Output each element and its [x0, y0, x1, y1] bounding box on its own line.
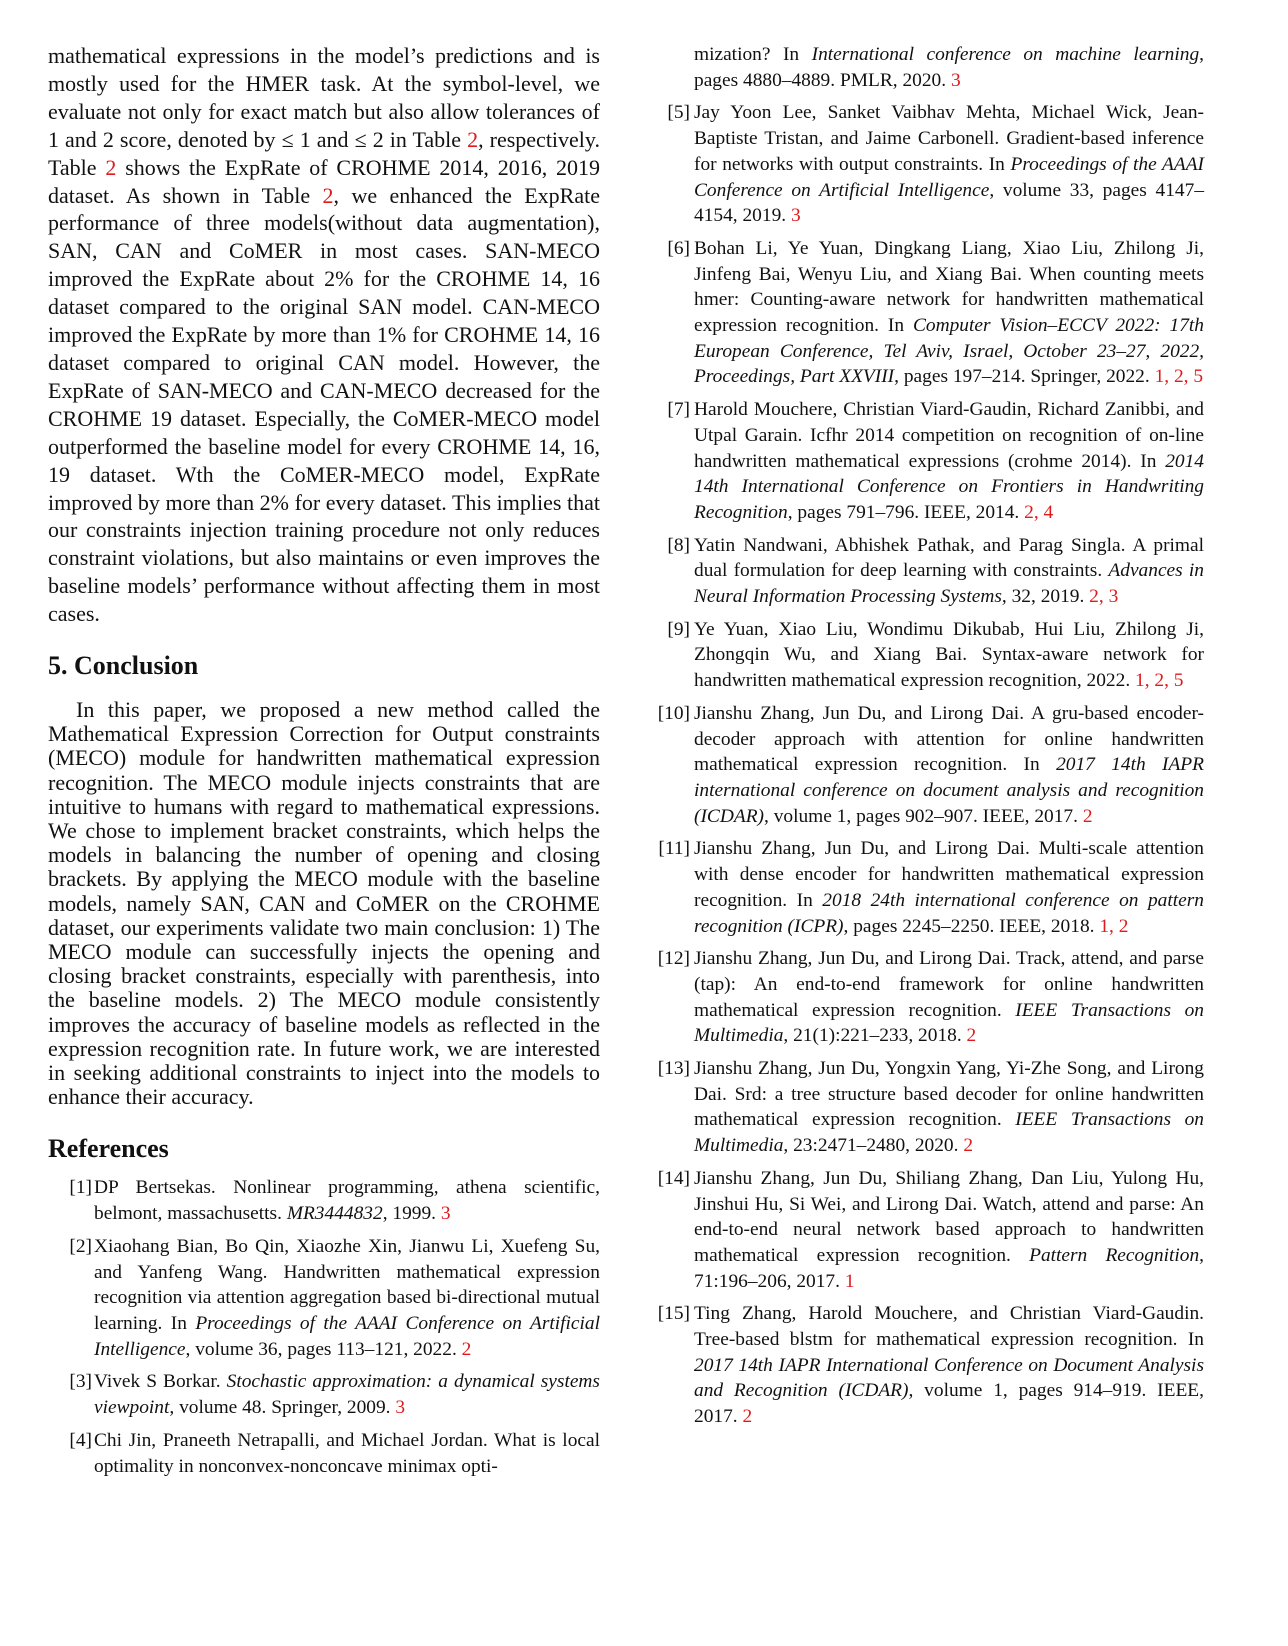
reference-number: [4]	[69, 1429, 92, 1451]
reference-number: [9]	[667, 618, 690, 640]
reference-details: , pages 791–796. IEEE, 2014.	[787, 501, 1025, 523]
reference-number: [1]	[69, 1177, 92, 1199]
reference-venue: Pattern Recognition	[1029, 1244, 1200, 1266]
reference-text: Jianshu Zhang, Jun Du, and Lirong Dai. Track, attend, and parse (tap): An end-to-end framework for online handwritten mathematical expression recognition.	[694, 948, 1204, 1021]
backref-links[interactable]: 2	[966, 1025, 977, 1047]
backref-links[interactable]: 1, 2, 5	[1135, 670, 1184, 692]
reference-text: Jay Yoon Lee, Sanket Vaibhav Mehta, Michael Wick, Jean-Baptiste Tristan, and Jaime Carbonell. Gradient-based inference for networks with output constraints. In	[694, 102, 1204, 175]
table-link[interactable]: 2	[105, 154, 117, 180]
right-column	[648, 42, 1204, 1437]
reference-details: , 21(1):221–233, 2018.	[783, 1025, 967, 1047]
reference-venue: Advances in Neural Information Processing Systems	[694, 560, 1204, 608]
reference-text: DP Bertsekas. Nonlinear programming, athena scientific, belmont, massachusetts.	[94, 1177, 600, 1225]
reference-item	[648, 236, 1204, 390]
backref-links[interactable]: 1, 2, 5	[1154, 366, 1204, 388]
reference-venue: IEEE Transactions on Multimedia	[694, 999, 1204, 1047]
reference-venue: 2017 14th IAPR international conference on document analysis and recognition (ICDAR)	[694, 754, 1204, 827]
reference-text: Xiaohang Bian, Bo Qin, Xiaozhe Xin, Jianwu Li, Xuefeng Su, and Yanfeng Wang. Handwritten mathematical expression recognition via attention aggregation based bi-directional mutual learning. In	[94, 1235, 600, 1334]
reference-item	[648, 1056, 1204, 1159]
reference-number: [5]	[667, 102, 690, 124]
left-column	[48, 42, 600, 1486]
backref-links[interactable]: 3	[395, 1397, 406, 1419]
reference-text: Ting Zhang, Harold Mouchere, and Christian Viard-Gaudin. Tree-based blstm for mathematical expression recognition. In	[694, 1303, 1204, 1351]
backref-links[interactable]: 1, 2	[1099, 915, 1129, 937]
reference-text: Jianshu Zhang, Jun Du, Yongxin Yang, Yi-Zhe Song, and Lirong Dai. Srd: a tree structure based decoder for online handwritten mathematical expression recognition.	[694, 1058, 1204, 1131]
reference-text: Chi Jin, Praneeth Netrapalli, and Michael Jordan. What is local optimality in nonconvex-nonconcave minimax opti-	[94, 1429, 600, 1477]
backref-links[interactable]: 2, 3	[1089, 586, 1119, 608]
reference-venue: 2014 14th International Conference on Frontiers in Handwriting Recognition	[694, 450, 1204, 523]
reference-text: Yatin Nandwani, Abhishek Pathak, and Parag Singla. A primal dual formulation for deep learning with constraints.	[694, 534, 1204, 582]
reference-item	[48, 1175, 600, 1226]
reference-number: [2]	[69, 1235, 92, 1257]
reference-item	[648, 946, 1204, 1049]
reference-text: Jianshu Zhang, Jun Du, and Lirong Dai. A gru-based encoder-decoder approach with attention for online handwritten mathematical expression recognition. In	[694, 702, 1204, 776]
reference-text: Bohan Li, Ye Yuan, Dingkang Liang, Xiao Liu, Zhilong Ji, Jinfeng Bai, Wenyu Liu, and Xiang Bai. When counting meets hmer: Counting-aware network for handwritten mathematical expression recognition. In	[694, 237, 1204, 337]
reference-item	[648, 1301, 1204, 1430]
reference-text: Jianshu Zhang, Jun Du, and Lirong Dai. Multi-scale attention with dense encoder for handwritten mathematical expression recognition. In	[694, 838, 1204, 911]
results-paragraph: mathematical expressions in the model’s predictions and is mostly used for the HMER task. At the symbol-level, we evaluate not only for exact match but also allow tolerances of 1 and 2 score, denoted by ≤ 1 and ≤ 2 in Table 2, respectively. Table 2 shows the ExpRate of CROHME 2014, 2016, 2019 dataset. As shown in Table 2, we enhanced the ExpRate performance of three models(without data augmentation), SAN, CAN and CoMER in most cases. SAN-MECO improved the ExpRate about 2% for the CROHME 14, 16 dataset compared to the original SAN model. CAN-MECO improved the ExpRate by more than 1% for CROHME 14, 16 dataset compared to original CAN model. However, the ExpRate of SAN-MECO and CAN-MECO decreased for the CROHME 19 dataset. Especially, the CoMER-MECO model outperformed the baseline model for every CROHME 14, 16, 19 dataset. Wth the CoMER-MECO model, ExpRate improved by more than 2% for every dataset. This implies that our constraints injection training procedure not only reduces constraint violations, but also maintains or even improves the baseline models’ performance without affecting them in most cases.	[48, 43, 601, 627]
reference-details: , volume 36, pages 113–121, 2022.	[185, 1338, 462, 1360]
reference-number: [12]	[657, 948, 690, 970]
backref-links[interactable]: 2	[963, 1135, 974, 1157]
reference-number: [3]	[69, 1371, 92, 1393]
reference-number: [14]	[657, 1167, 690, 1189]
backref-links[interactable]: 1	[844, 1270, 855, 1292]
reference-details: , volume 1, pages 902–907. IEEE, 2017.	[764, 805, 1083, 827]
reference-venue: 2017 14th IAPR International Conference on Document Analysis and Recognition (ICDAR)	[694, 1354, 1204, 1402]
backref-links[interactable]: 3	[790, 205, 801, 227]
reference-details: , pages 2245–2250. IEEE, 2018.	[843, 915, 1100, 937]
references-list-right	[648, 100, 1204, 1429]
reference-details: , 32, 2019.	[1001, 586, 1090, 608]
reference-item	[648, 397, 1204, 526]
reference-text: Harold Mouchere, Christian Viard-Gaudin, Richard Zanibbi, and Utpal Garain. Icfhr 2014 competition on recognition of on-line handwritten mathematical expressions (crohme 2014). In	[694, 399, 1204, 472]
reference-item	[648, 701, 1204, 830]
backref-links[interactable]: 3	[950, 69, 961, 91]
reference-number: [10]	[657, 702, 690, 724]
backref-links[interactable]: 2	[1082, 805, 1093, 827]
conclusion-paragraph: In this paper, we proposed a new method called the Mathematical Expression Correction for Output constraints (MECO) module for handwritten mathematical expression recognition. The MECO module injects constraints that are intuitive to humans with regard to mathematical expressions. We chose to implement bracket constraints, which helps the models in balancing the number of opening and closing brackets. By applying the MECO module with the baseline models, namely SAN, CAN and CoMER on the CROHME dataset, our experiments validate two main conclusion: 1) The MECO module can successfully injects the opening and closing bracket constraints, especially with parenthesis, into the baseline models. 2) The MECO module consistently improves the accuracy of baseline models as reflected in the expression recognition rate. In future work, we are interested in seeking additional constraints to inject into the models to enhance their accuracy.	[48, 697, 600, 1110]
backref-links[interactable]: 2, 4	[1024, 501, 1054, 523]
reference-text: Ye Yuan, Xiao Liu, Wondimu Dikubab, Hui Liu, Zhilong Ji, Zhongqin Wu, and Xiang Bai. Syntax-aware network for handwritten mathematical expression recognition, 2022.	[694, 618, 1204, 692]
reference-venue: Computer Vision–ECCV 2022: 17th European Conference, Tel Aviv, Israel, October 23–27, 2022, Proceedings, Part XXVIII	[694, 315, 1204, 388]
reference-item	[48, 1428, 600, 1479]
reference-number: [11]	[658, 838, 690, 860]
reference-venue: MR3444832	[286, 1203, 383, 1225]
reference-details: , 23:2471–2480, 2020.	[783, 1135, 964, 1157]
reference-item	[648, 100, 1204, 229]
reference-details: , 1999.	[382, 1203, 441, 1225]
backref-links[interactable]: 3	[440, 1203, 451, 1225]
reference-item	[48, 1369, 600, 1420]
reference-number: [15]	[657, 1303, 690, 1325]
reference-details: , pages 197–214. Springer, 2022.	[894, 366, 1155, 388]
reference-item	[648, 533, 1204, 610]
table-link[interactable]: 2	[467, 126, 479, 152]
reference-venue: Stochastic approximation: a dynamical systems viewpoint	[94, 1371, 600, 1419]
references-list-left	[48, 1175, 600, 1479]
reference-number: [6]	[667, 237, 690, 259]
reference-details: , volume 1, pages 914–919. IEEE, 2017.	[694, 1380, 1204, 1428]
reference-venue: IEEE Transactions on Multimedia	[694, 1109, 1204, 1157]
table-link[interactable]: 2	[322, 182, 334, 208]
reference-venue: Proceedings of the AAAI Conference on Artificial Intelligence	[694, 153, 1204, 201]
reference-venue: 2018 24th international conference on pattern recognition (ICPR)	[694, 889, 1204, 937]
reference-details: , 71:196–206, 2017.	[694, 1244, 1204, 1292]
reference-venue: Proceedings of the AAAI Conference on Artificial Intelligence	[94, 1313, 600, 1360]
reference-item	[648, 1166, 1204, 1295]
reference-details: , volume 48. Springer, 2009.	[169, 1397, 396, 1419]
reference-item	[648, 617, 1204, 694]
reference-details: , volume 33, pages 4147–4154, 2019.	[694, 179, 1205, 227]
backref-links[interactable]: 2	[461, 1338, 472, 1360]
reference-continuation: mization? In International conference on machine learning, pages 4880–4889. PMLR, 2020. 3	[694, 44, 1204, 91]
reference-text: Vivek S Borkar.	[94, 1371, 227, 1393]
backref-links[interactable]: 2	[742, 1406, 753, 1428]
reference-number: [8]	[667, 534, 690, 556]
reference-item	[648, 836, 1204, 939]
reference-number: [7]	[667, 399, 690, 421]
references-heading: References	[48, 1134, 169, 1164]
reference-number: [13]	[657, 1058, 690, 1080]
conclusion-heading: 5. Conclusion	[48, 651, 199, 681]
reference-item	[48, 1234, 600, 1363]
reference-text: Jianshu Zhang, Jun Du, Shiliang Zhang, Dan Liu, Yulong Hu, Jinshui Hu, Si Wei, and Lirong Dai. Watch, attend and parse: An end-to-end neural network based approach to handwritten mathematical expression recognition.	[694, 1167, 1204, 1266]
